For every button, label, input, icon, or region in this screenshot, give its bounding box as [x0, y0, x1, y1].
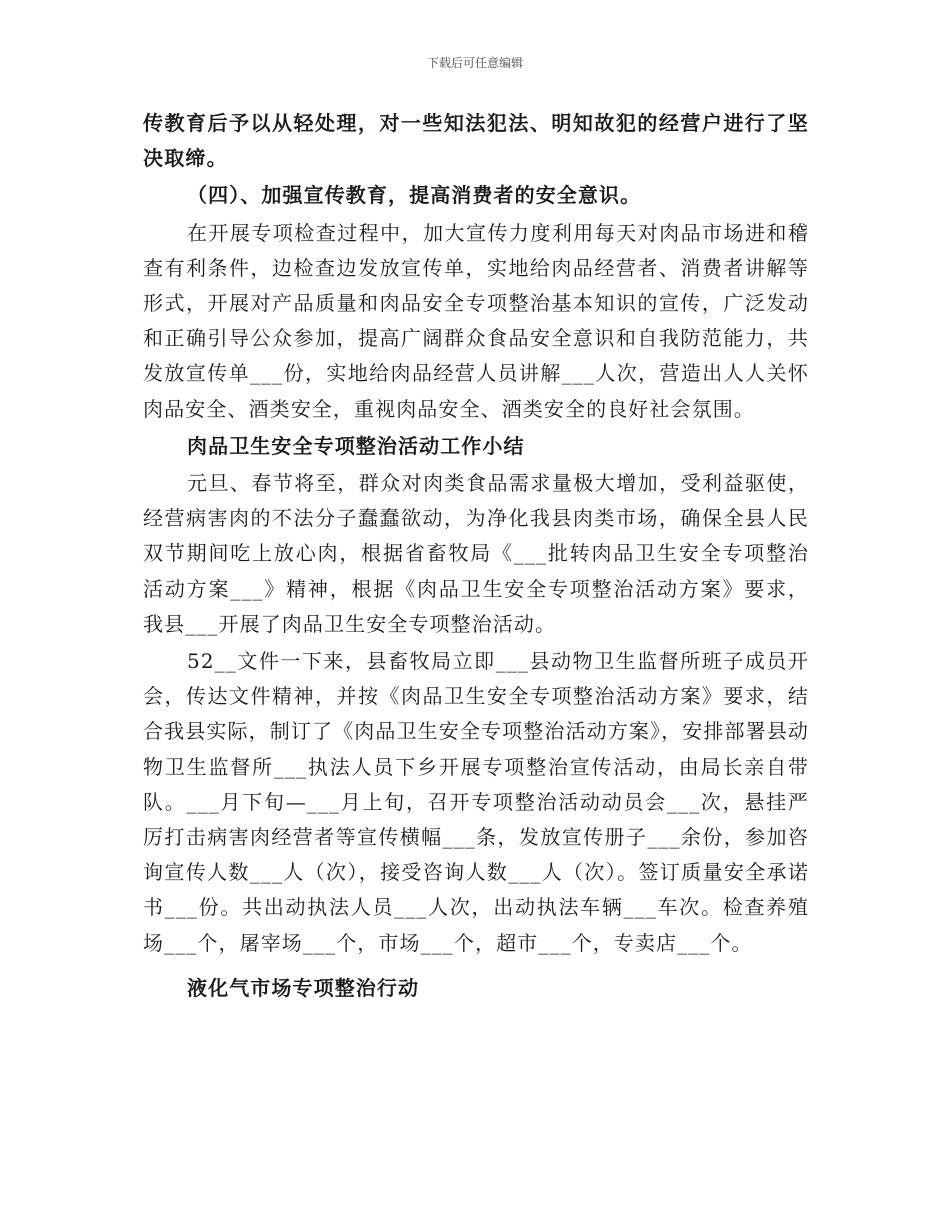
page-header: 下载后可任意编辑	[426, 56, 523, 70]
paragraph-publicity: 在开展专项检查过程中，加大宣传力度利用每天对肉品市场进和稽查有利条件，边检查边发放宣传单，实地给肉品经营者、消费者讲解等形式，开展对产品质量和肉品安全专项整治基本知识的宣传，广泛发动和正确引导公众参加，提高广阔群众食品安全意识和自我防范能力，共发放宣传单___份，实地给肉品经营人员讲解___人次，营造出人人关怀肉品安全、酒类安全，重视肉品安全、酒类安全的良好社会氛围。	[143, 220, 809, 421]
section-title-lpg: 液化气市场专项整治行动	[187, 975, 420, 1000]
document-body	[143, 106, 809, 1008]
section-title-meat-safety: 肉品卫生安全专项整治活动工作小结	[187, 433, 525, 458]
paragraph-continuation: 传教育后予以从轻处理，对一些知法犯法、明知故犯的经营户进行了坚决取缔。	[143, 111, 809, 171]
paragraph-meat-intro: 元旦、春节将至，群众对肉类食品需求量极大增加，受利益驱使，经营病害肉的不法分子蠢蠢欲动，为净化我县肉类市场，确保全县人民双节期间吃上放心肉，根据省畜牧局《___批转肉品卫生安全专项整治活动方案___》精神，根据《肉品卫生安全专项整治活动方案》要求，我县___开展了肉品卫生安全专项整治活动。	[143, 471, 809, 636]
section-heading-four: （四）、加强宣传教育，提高消费者的安全意识。	[187, 183, 642, 208]
paragraph-meat-actions: 52__文件一下来，县畜牧局立即___县动物卫生监督所班子成员开会，传达文件精神，并按《肉品卫生安全专项整治活动方案》要求，结合我县实际，制订了《肉品卫生安全专项整治活动方案》，安排部署县动物卫生监督所___执法人员下乡开展专项整治宣传活动，由局长亲自带队。___月下旬—___月上旬，召开专项整治活动动员会___次，悬挂严厉打击病害肉经营者等宣传横幅___条，发放宣传册子___余份，参加咨询宣传人数___人（次），接受咨询人数___人（次）。签订质量安全承诺书___份。共出动执法人员___人次，出动执法车辆___车次。检查养殖场___个，屠宰场___个，市场___个，超市___个，专卖店___个。	[143, 649, 809, 955]
